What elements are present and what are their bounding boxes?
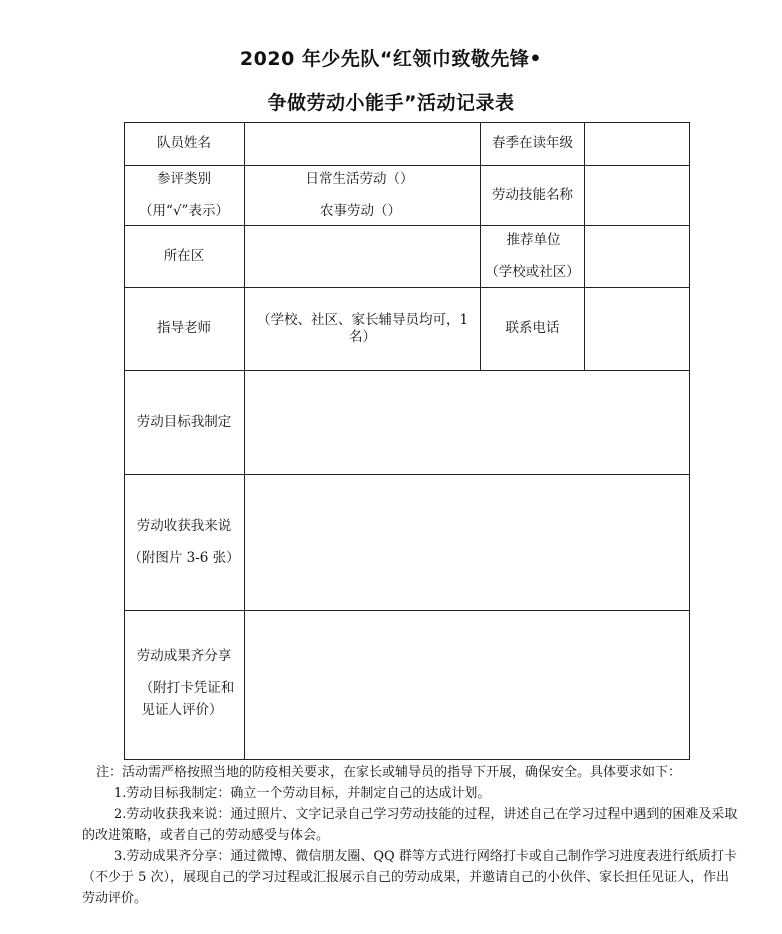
phone-label: 联系电话 <box>505 320 560 337</box>
skill-name-label: 劳动技能名称 <box>492 186 573 203</box>
share-hint-line2: 见证人评价） <box>141 702 223 719</box>
district-label: 所在区 <box>163 247 205 264</box>
form-title-line1: 2020 年少先队“红领巾致敬先锋• <box>239 48 543 70</box>
form-title-line2: 争做劳动小能手”活动记录表 <box>267 92 515 114</box>
harvest-hint: （附图片 3-6 张） <box>128 550 240 566</box>
notes-intro: 注：活动需严格按照当地的防疫相关要求，在家长或辅导员的指导下开展，确保安全。具体要求如下： <box>96 765 682 780</box>
category-option-farm[interactable]: 农事劳动（） <box>320 203 401 219</box>
recommender-label: 推荐单位 （学校或社区） <box>485 231 580 280</box>
category-options <box>245 165 480 225</box>
teacher-label: 指导老师 <box>157 320 211 337</box>
notes-item-1: 1.劳动目标我制定：确立一个劳动目标，并制定自己的达成计划。 <box>114 786 491 801</box>
share-field[interactable] <box>245 610 689 759</box>
category-option-daily[interactable]: 日常生活劳动（） <box>305 170 414 187</box>
member-name-field[interactable] <box>245 122 480 165</box>
harvest-label: 劳动收获我来说 （附图片 3-6 张） <box>128 517 240 566</box>
table-rule <box>689 122 690 760</box>
share-label: 劳动成果齐分享 （附打卡凭证和 见证人评价） <box>136 648 235 719</box>
harvest-field[interactable] <box>245 474 689 610</box>
district-field[interactable] <box>245 225 480 287</box>
notes-item-3: 3.劳动成果齐分享：通过微博、微信朋友圈、QQ 群等方式进行网络打卡或自己制作学习进度表进行纸质打卡（不少于 5 次），展现自己的学习过程或汇报展示自己的劳动成果，并邀请自己的小伙伴、家长担任见证人，作出劳动评价。 <box>82 849 737 906</box>
table-rule <box>124 759 690 760</box>
recommender-field[interactable] <box>585 225 689 287</box>
goal-label: 劳动目标我制定 <box>136 413 232 430</box>
teacher-hint: （学校、社区、家长辅导员均可，1 名） <box>256 312 469 345</box>
notes-item-2: 2.劳动收获我来说：通过照片、文字记录自己学习劳动技能的过程，讲述自己在学习过程中遇到的困难及采取的改进策略，或者自己的劳动感受与体会。 <box>82 807 738 843</box>
category-label: 参评类别 （用“√”表示） <box>139 170 229 219</box>
skill-name-field[interactable] <box>585 165 689 225</box>
grade-label: 春季在读年级 <box>492 135 573 152</box>
notes-section <box>82 762 742 909</box>
teacher-field[interactable] <box>245 287 480 370</box>
phone-field[interactable] <box>585 287 689 370</box>
grade-field[interactable] <box>585 122 689 165</box>
share-hint-line1: （附打卡凭证和 <box>139 680 235 697</box>
member-name-label: 队员姓名 <box>157 135 211 152</box>
recommender-hint: （学校或社区） <box>485 264 580 280</box>
goal-field[interactable] <box>245 370 689 474</box>
category-hint: （用“√”表示） <box>139 203 229 219</box>
